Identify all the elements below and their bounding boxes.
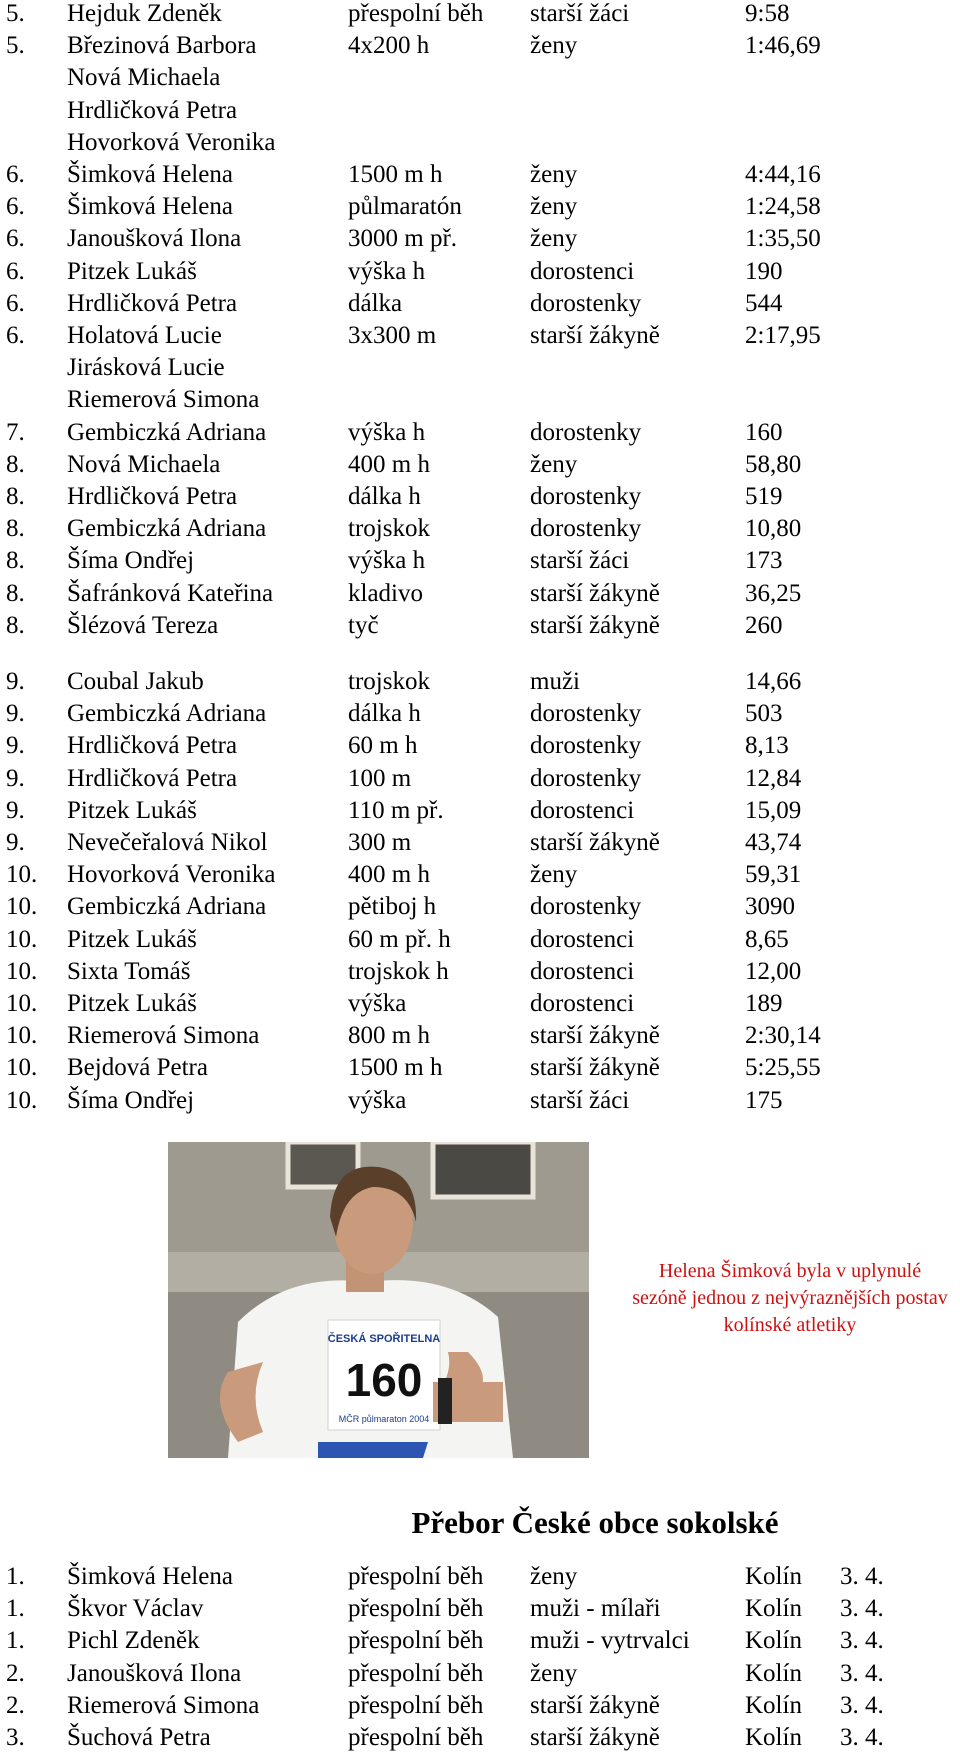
category-cell: dorostenky [530, 732, 642, 760]
athlete-name-cell: Šíma Ondřej [67, 547, 195, 575]
result-cell: 10,80 [745, 515, 802, 543]
athlete-name-cell: Šafránková Kateřina [67, 579, 274, 607]
athlete-name-cell: Gembiczká Adriana [67, 893, 267, 921]
rank-cell: 6. [6, 289, 25, 317]
discipline-cell: trojskok [348, 668, 430, 695]
athlete-name-cell: Šimková Helena [67, 161, 233, 188]
date-cell: 3. 4. [840, 1563, 884, 1590]
rank-cell: 3. [6, 1724, 25, 1751]
result-cell: 36,25 [745, 579, 802, 607]
athlete-name-cell: Gembiczká Adriana [67, 515, 267, 543]
results-row [0, 352, 960, 384]
results-row [0, 384, 960, 416]
category-cell: starší žákyně [530, 1054, 660, 1082]
sokol-row [0, 1658, 960, 1690]
results-row [0, 30, 960, 62]
sokol-row [0, 1625, 960, 1657]
athlete-name-cell: Gembiczká Adriana [67, 418, 267, 446]
result-cell: 9:58 [745, 0, 790, 27]
rank-cell: 7. [6, 418, 25, 446]
athlete-name-cell: Pitzek Lukáš [67, 925, 197, 953]
rank-cell: 8. [6, 611, 25, 639]
results-row [0, 127, 960, 159]
result-cell: 2:30,14 [745, 1022, 821, 1050]
result-cell: 1:46,69 [745, 32, 821, 60]
discipline-cell: 1500 m h [348, 161, 443, 188]
discipline-cell: dálka h [348, 483, 421, 510]
rank-cell: 9. [6, 700, 25, 728]
category-cell: starší žákyně [530, 579, 660, 607]
category-cell: ženy [530, 225, 578, 253]
athlete-name-cell: Šíma Ondřej [67, 1086, 195, 1114]
rank-cell: 10. [6, 1054, 38, 1082]
athlete-name-cell: Březinová Barbora [67, 32, 257, 60]
result-cell: 12,84 [745, 764, 802, 792]
result-cell: 8,13 [745, 732, 789, 760]
category-cell: dorostenky [530, 764, 642, 792]
category-cell: ženy [530, 450, 578, 478]
result-cell: 160 [745, 418, 783, 446]
discipline-cell: výška [348, 1086, 407, 1114]
category-cell: dorostenky [530, 483, 642, 510]
category-cell: ženy [530, 1659, 578, 1687]
athlete-name-cell: Hrdličková Petra [67, 289, 238, 317]
date-cell: 3. 4. [840, 1691, 884, 1719]
discipline-cell: 400 m h [348, 450, 430, 478]
bib-event: MČR půlmaraton 2004 [338, 1414, 430, 1424]
result-cell: 1:35,50 [745, 225, 821, 253]
result-cell: 503 [745, 700, 783, 728]
result-cell: 1:24,58 [745, 193, 821, 221]
sokol-row [0, 1561, 960, 1593]
results-row [0, 159, 960, 191]
athlete-name-cell: Nová Michaela [67, 450, 221, 478]
category-cell: starší žákyně [530, 611, 660, 639]
discipline-cell: 400 m h [348, 861, 430, 889]
rank-cell: 2. [6, 1691, 25, 1719]
result-cell: 8,65 [745, 925, 789, 953]
results-row [0, 827, 960, 859]
results-row [0, 288, 960, 320]
athlete-name-cell: Nevečeřalová Nikol [67, 829, 268, 856]
athlete-name-cell: Hrdličková Petra [67, 96, 238, 124]
discipline-cell: 110 m př. [348, 796, 444, 824]
rank-cell: 6. [6, 257, 25, 285]
rank-cell: 10. [6, 893, 38, 921]
result-cell: 58,80 [745, 450, 802, 478]
discipline-cell: dálka [348, 289, 403, 317]
rank-cell: 10. [6, 957, 38, 985]
athlete-name-cell: Pichl Zdeněk [67, 1627, 200, 1655]
results-row [0, 256, 960, 288]
results-row [0, 859, 960, 891]
rank-cell: 9. [6, 829, 25, 856]
results-row [0, 1020, 960, 1052]
sokol-row [0, 1690, 960, 1722]
category-cell: ženy [530, 161, 578, 188]
discipline-cell: 1500 m h [348, 1054, 443, 1082]
place-cell: Kolín [745, 1595, 802, 1623]
athlete-name-cell: Pitzek Lukáš [67, 990, 197, 1017]
athlete-name-cell: Hrdličková Petra [67, 483, 238, 510]
discipline-cell: 60 m h [348, 732, 418, 760]
discipline-cell: výška h [348, 547, 426, 575]
athlete-name-cell: Janoušková Ilona [67, 225, 242, 253]
category-cell: ženy [530, 861, 578, 889]
rank-cell: 8. [6, 547, 25, 575]
category-cell: starší žákyně [530, 1691, 660, 1719]
rank-cell: 10. [6, 1086, 38, 1114]
results-row [0, 62, 960, 94]
rank-cell: 6. [6, 161, 25, 188]
results-row [0, 481, 960, 513]
discipline-cell: výška h [348, 418, 426, 446]
rank-cell: 8. [6, 450, 25, 478]
result-cell: 14,66 [745, 668, 802, 695]
results-row [0, 698, 960, 730]
discipline-cell: tyč [348, 611, 379, 639]
athlete-name-cell: Šuchová Petra [67, 1724, 211, 1751]
discipline-cell: výška [348, 990, 407, 1017]
result-cell: 12,00 [745, 957, 802, 985]
category-cell: ženy [530, 1563, 578, 1590]
discipline-cell: 60 m př. h [348, 925, 451, 953]
rank-cell: 2. [6, 1659, 25, 1687]
rank-cell: 9. [6, 796, 25, 824]
rank-cell: 9. [6, 732, 25, 760]
results-row [0, 95, 960, 127]
result-cell: 15,09 [745, 796, 802, 824]
result-cell: 544 [745, 289, 783, 317]
rank-cell: 6. [6, 322, 25, 349]
discipline-cell: pětiboj h [348, 893, 437, 921]
place-cell: Kolín [745, 1659, 802, 1687]
discipline-cell: 3000 m př. [348, 225, 458, 253]
athlete-name-cell: Šimková Helena [67, 1563, 233, 1590]
date-cell: 3. 4. [840, 1659, 884, 1687]
rank-cell: 10. [6, 990, 38, 1017]
results-row [0, 191, 960, 223]
category-cell: dorostenky [530, 289, 642, 317]
discipline-cell: přespolní běh [348, 1691, 484, 1719]
athlete-name-cell: Gembiczká Adriana [67, 700, 267, 728]
result-cell: 189 [745, 990, 783, 1017]
results-row [0, 891, 960, 923]
date-cell: 3. 4. [840, 1627, 884, 1655]
results-row [0, 924, 960, 956]
discipline-cell: přespolní běh [348, 1563, 484, 1590]
result-cell: 173 [745, 547, 783, 575]
results-row [0, 0, 960, 30]
rank-cell: 1. [6, 1563, 25, 1590]
athlete-name-cell: Riemerová Simona [67, 1691, 260, 1719]
discipline-cell: přespolní běh [348, 1659, 484, 1687]
date-cell: 3. 4. [840, 1595, 884, 1623]
results-row [0, 223, 960, 255]
result-cell: 5:25,55 [745, 1054, 821, 1082]
sokol-row [0, 1593, 960, 1625]
category-cell: starší žáci [530, 1086, 630, 1114]
results-row [0, 320, 960, 352]
athlete-name-cell: Pitzek Lukáš [67, 796, 197, 824]
category-cell: dorostenci [530, 796, 635, 824]
result-cell: 59,31 [745, 861, 802, 889]
result-cell: 4:44,16 [745, 161, 821, 188]
discipline-cell: přespolní běh [348, 1595, 484, 1623]
discipline-cell: 3x300 m [348, 322, 437, 349]
category-cell: starší žákyně [530, 829, 660, 856]
athlete-name-cell: Janoušková Ilona [67, 1659, 242, 1687]
athlete-name-cell: Nová Michaela [67, 64, 221, 92]
category-cell: dorostenky [530, 893, 642, 921]
rank-cell: 1. [6, 1627, 25, 1655]
bib-number: 160 [345, 1354, 423, 1406]
athlete-name-cell: Pitzek Lukáš [67, 257, 197, 285]
results-row [0, 578, 960, 610]
category-cell: dorostenky [530, 515, 642, 543]
results-row [0, 988, 960, 1020]
results-row [0, 956, 960, 988]
runner-photo-illustration [168, 1142, 589, 1458]
place-cell: Kolín [745, 1691, 802, 1719]
athlete-name-cell: Škvor Václav [67, 1595, 204, 1623]
discipline-cell: 4x200 h [348, 32, 430, 60]
category-cell: ženy [530, 193, 578, 221]
athlete-name-cell: Hrdličková Petra [67, 764, 238, 792]
category-cell: starší žákyně [530, 1022, 660, 1050]
category-cell: dorostenci [530, 257, 635, 285]
result-cell: 260 [745, 611, 783, 639]
results-row [0, 610, 960, 642]
category-cell: dorostenci [530, 925, 635, 953]
result-cell: 2:17,95 [745, 322, 821, 349]
results-row [0, 545, 960, 577]
discipline-cell: trojskok [348, 515, 430, 543]
result-cell: 175 [745, 1086, 783, 1114]
category-cell: starší žáci [530, 0, 630, 27]
category-cell: dorostenci [530, 957, 635, 985]
athlete-name-cell: Hovorková Veronika [67, 128, 276, 156]
discipline-cell: přespolní běh [348, 1724, 484, 1751]
rank-cell: 6. [6, 225, 25, 253]
results-row [0, 513, 960, 545]
bib-sponsor: ČESKÁ SPOŘITELNA [327, 1333, 441, 1345]
athlete-name-cell: Hovorková Veronika [67, 861, 276, 889]
athlete-name-cell: Šimková Helena [67, 193, 233, 221]
result-cell: 3090 [745, 893, 795, 921]
discipline-cell: 100 m [348, 764, 412, 792]
athlete-name-cell: Riemerová Simona [67, 386, 260, 414]
rank-cell: 8. [6, 579, 25, 607]
athlete-name-cell: Sixta Tomáš [67, 957, 191, 985]
results-row [0, 730, 960, 762]
athlete-name-cell: Bejdová Petra [67, 1054, 208, 1082]
results-row [0, 666, 960, 698]
rank-cell: 9. [6, 764, 25, 792]
athlete-name-cell: Šlézová Tereza [67, 611, 219, 639]
results-row [0, 449, 960, 481]
discipline-cell: přespolní běh [348, 0, 484, 27]
rank-cell: 5. [6, 32, 25, 60]
results-row [0, 1052, 960, 1084]
athlete-name-cell: Jirásková Lucie [67, 354, 225, 382]
result-cell: 519 [745, 483, 783, 510]
athlete-photo [168, 1142, 589, 1458]
category-cell: muži [530, 668, 580, 695]
athlete-name-cell: Hejduk Zdeněk [67, 0, 222, 27]
discipline-cell: přespolní běh [348, 1627, 484, 1655]
category-cell: dorostenky [530, 700, 642, 728]
sokol-row [0, 1722, 960, 1754]
rank-cell: 8. [6, 483, 25, 510]
discipline-cell: trojskok h [348, 957, 449, 985]
rank-cell: 10. [6, 1022, 38, 1050]
place-cell: Kolín [745, 1563, 802, 1590]
category-cell: starší žákyně [530, 1724, 660, 1751]
rank-cell: 8. [6, 515, 25, 543]
photo-caption: Helena Šimková byla v uplynulé sezóně jednou z nejvýraznějších postav kolínské atletiky [632, 1260, 948, 1336]
category-cell: muži - mílaři [530, 1595, 661, 1623]
athlete-name-cell: Coubal Jakub [67, 668, 204, 695]
rank-cell: 6. [6, 193, 25, 221]
rank-cell: 10. [6, 861, 38, 889]
date-cell: 3. 4. [840, 1724, 884, 1751]
results-row [0, 795, 960, 827]
athlete-name-cell: Hrdličková Petra [67, 732, 238, 760]
athlete-name-cell: Holatová Lucie [67, 322, 222, 349]
category-cell: muži - vytrvalci [530, 1627, 690, 1655]
category-cell: starší žákyně [530, 322, 660, 349]
rank-cell: 5. [6, 0, 25, 27]
category-cell: starší žáci [530, 547, 630, 575]
rank-cell: 9. [6, 668, 25, 695]
discipline-cell: dálka h [348, 700, 421, 728]
rank-cell: 1. [6, 1595, 25, 1623]
discipline-cell: 800 m h [348, 1022, 430, 1050]
discipline-cell: výška h [348, 257, 426, 285]
section-heading: Přebor České obce sokolské [411, 1505, 779, 1540]
category-cell: ženy [530, 32, 578, 60]
place-cell: Kolín [745, 1724, 802, 1751]
athlete-name-cell: Riemerová Simona [67, 1022, 260, 1050]
result-cell: 190 [745, 257, 783, 285]
results-row [0, 417, 960, 449]
discipline-cell: kladivo [348, 579, 423, 607]
result-cell: 43,74 [745, 829, 802, 856]
place-cell: Kolín [745, 1627, 802, 1655]
category-cell: dorostenci [530, 990, 635, 1017]
discipline-cell: 300 m [348, 829, 412, 856]
category-cell: dorostenky [530, 418, 642, 446]
discipline-cell: půlmaratón [348, 193, 462, 221]
results-row [0, 763, 960, 795]
rank-cell: 10. [6, 925, 38, 953]
results-row [0, 1085, 960, 1117]
